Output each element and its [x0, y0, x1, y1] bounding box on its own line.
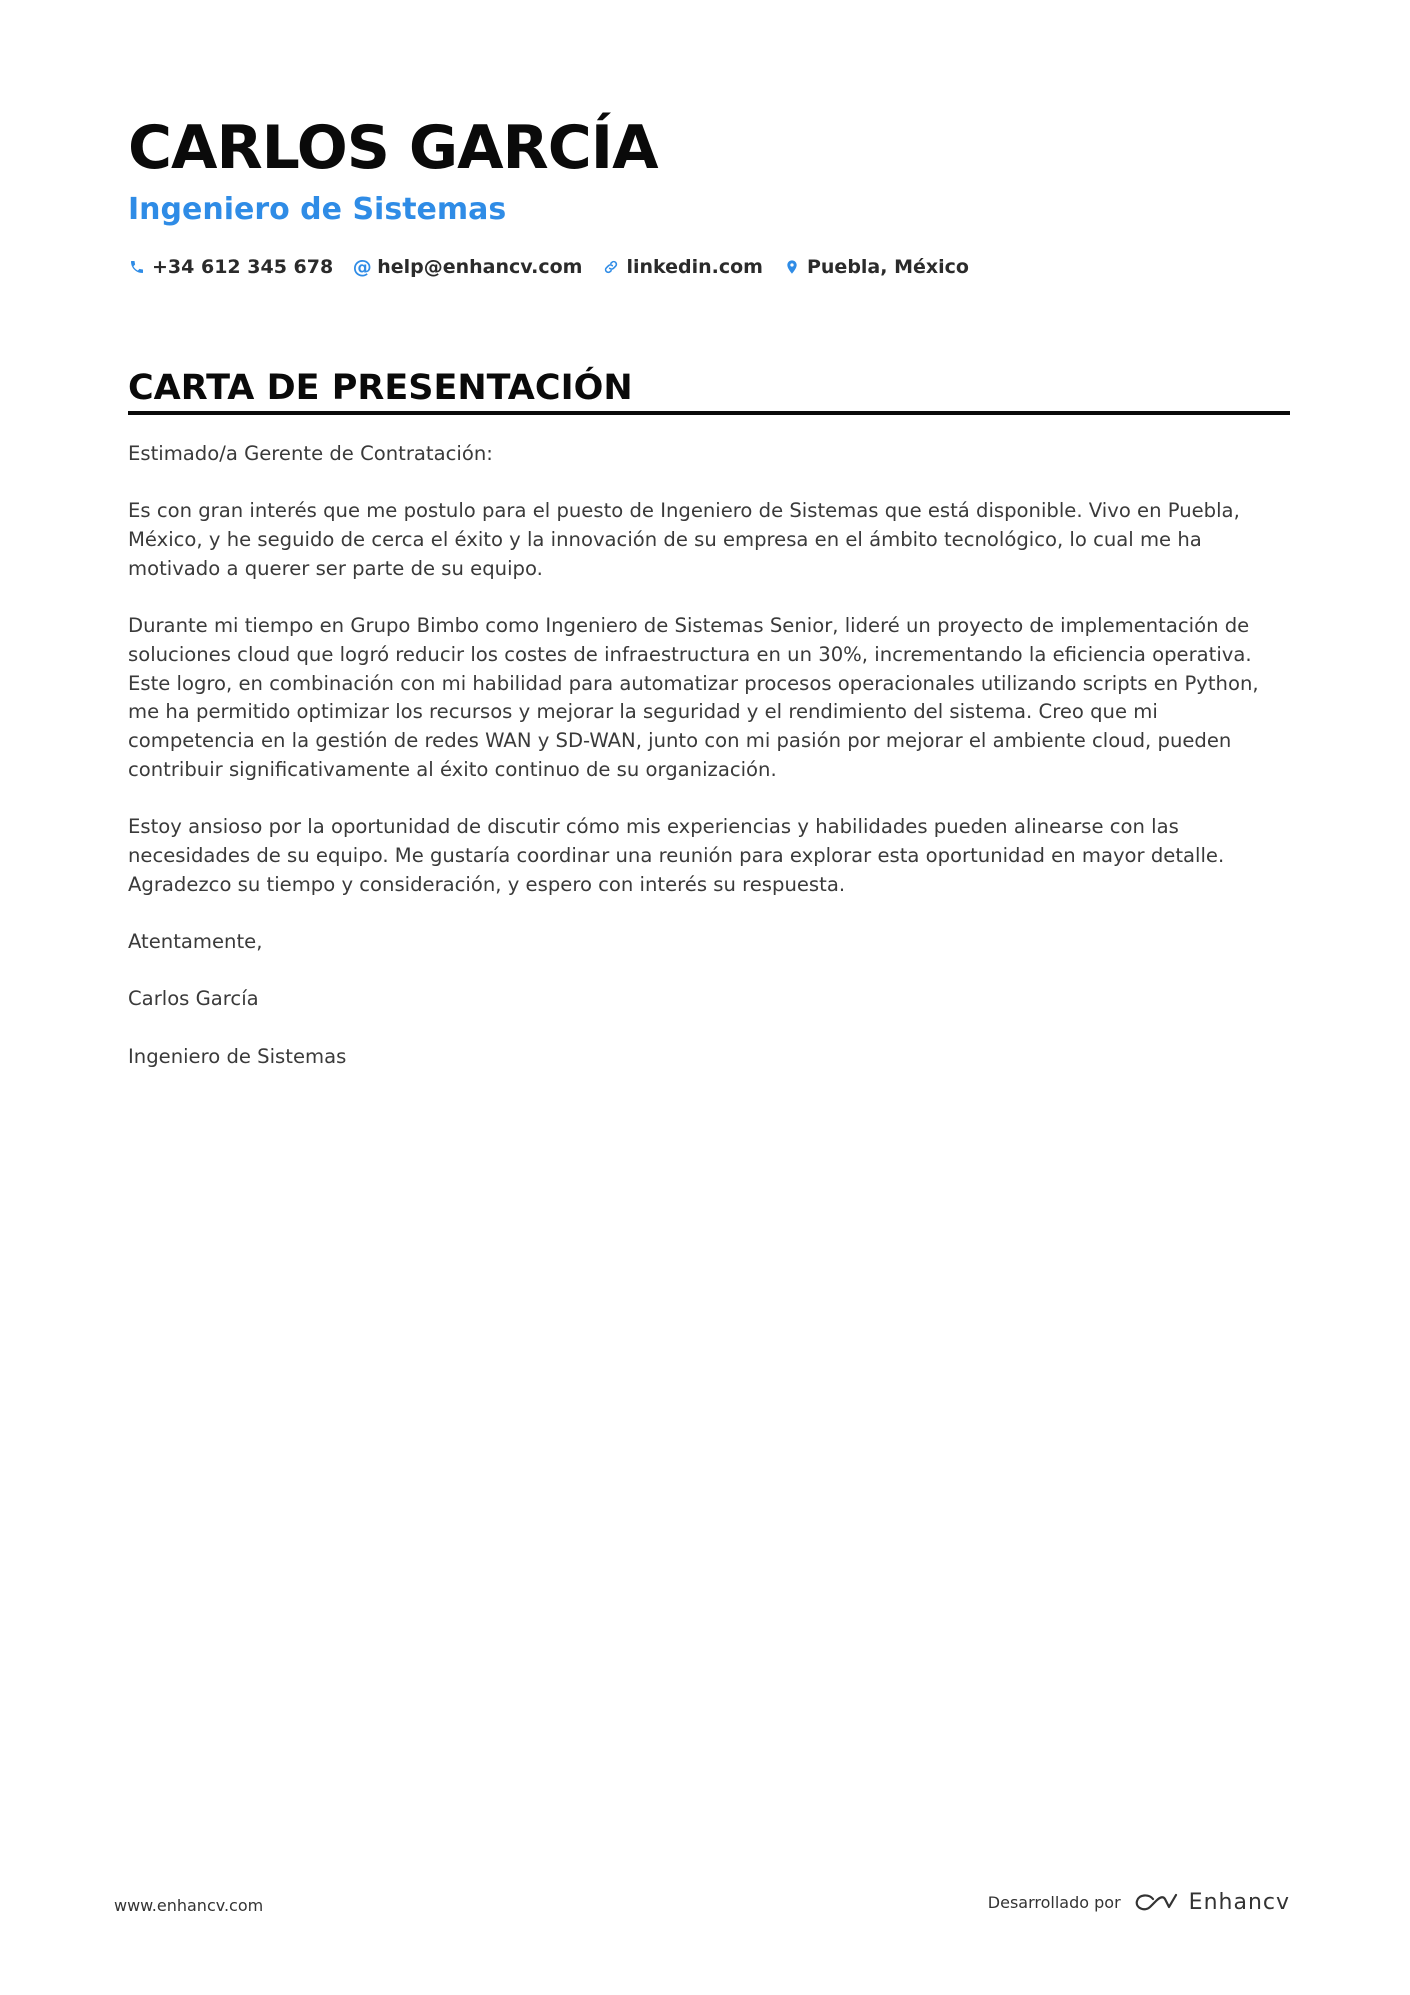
contact-phone[interactable]: [128, 252, 333, 282]
letter-paragraph: Durante mi tiempo en Grupo Bimbo como Ingeniero de Sistemas Senior, lideré un proyecto de implementación de soluciones cloud que logró reducir los costes de infraestructura en un 30%, incrementando la eficiencia operativa. Este logro, en combinación con mi habilidad para automatizar procesos operacionales utilizando scripts en Python, me ha permitido optimizar los recursos y mejorar la seguridad y el rendimiento del sistema. Creo que mi competencia en la gestión de redes WAN y SD-WAN, junto con mi pasión por mejorar el ambiente cloud, pueden contribuir significativamente al éxito continuo de su organización.: [128, 614, 1259, 781]
footer-branding[interactable]: [988, 1890, 1290, 1915]
brand-name: Enhancv: [1188, 1890, 1290, 1915]
contact-location: [783, 252, 969, 282]
letter-paragraph: Es con gran interés que me postulo para el puesto de Ingeniero de Sistemas que está disponible. Vivo en Puebla, México, y he seguido de cerca el éxito y la innovación de su empresa en el ámbito tecnológico, lo cual me ha motivado a querer ser parte de su equipo.: [128, 499, 1240, 580]
section-divider: [128, 411, 1290, 415]
footer-website[interactable]: www.enhancv.com: [114, 1896, 264, 1915]
contact-linkedin-text: linkedin.com: [626, 256, 763, 278]
contact-email-text: help@enhancv.com: [377, 256, 583, 278]
signature-title: Ingeniero de Sistemas: [128, 1044, 347, 1068]
link-icon: [602, 258, 620, 276]
at-icon: @: [352, 256, 372, 278]
letter-body: [128, 440, 1290, 1100]
enhancv-logo-icon: [1133, 1891, 1179, 1915]
contact-linkedin[interactable]: [602, 252, 763, 282]
location-pin-icon: [783, 258, 801, 276]
contact-email[interactable]: [353, 252, 582, 282]
contact-location-text: Puebla, México: [806, 256, 969, 278]
contact-bar: [128, 252, 989, 282]
powered-by-label: Desarrollado por: [987, 1893, 1121, 1912]
letter-paragraph: Estoy ansioso por la oportunidad de discutir cómo mis experiencias y habilidades pueden alinearse con las necesidades de su equipo. Me gustaría coordinar una reunión para explorar esta oportunidad en mayor detalle. Agradezco su tiempo y consideración, y espero con interés su respuesta.: [128, 815, 1225, 896]
signature-name: Carlos García: [128, 987, 259, 1011]
candidate-name: CARLOS GARCÍA: [128, 113, 658, 183]
letter-closing: Atentamente,: [128, 929, 263, 953]
section-heading: CARTA DE PRESENTACIÓN: [128, 368, 633, 408]
candidate-title: Ingeniero de Sistemas: [128, 192, 507, 227]
contact-phone-text: +34 612 345 678: [152, 256, 334, 278]
letter-greeting: Estimado/a Gerente de Contratación:: [128, 442, 493, 465]
phone-icon: [128, 258, 146, 276]
